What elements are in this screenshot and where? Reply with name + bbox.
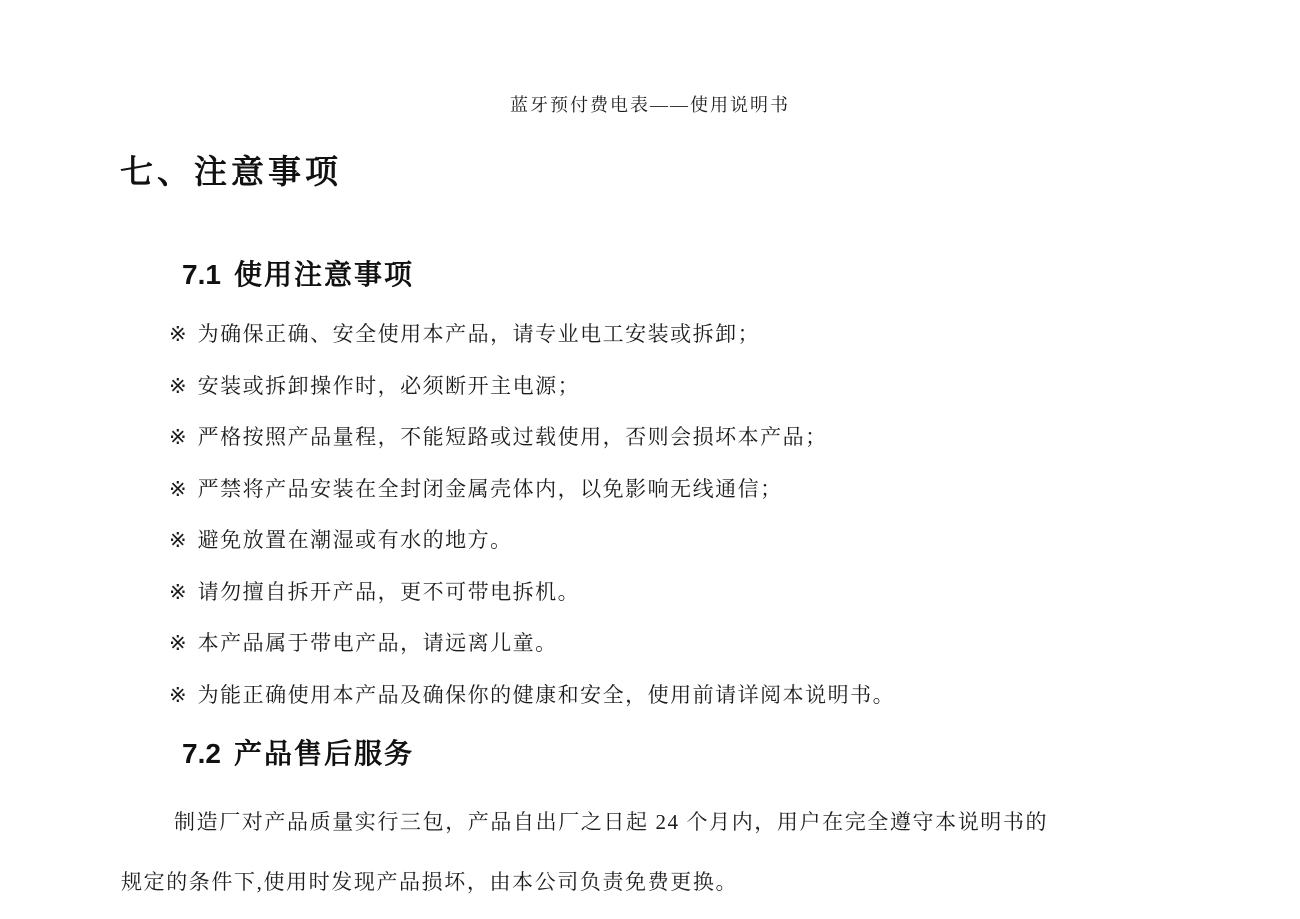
reference-mark: ※: [169, 425, 187, 449]
reference-mark: ※: [169, 476, 187, 501]
reference-mark: ※: [169, 682, 187, 707]
section-7-1-number: 7.1: [182, 259, 221, 290]
list-item-text: 严禁将产品安装在全封闭金属壳体内，以免影响无线通信；: [197, 476, 783, 501]
list-item: [169, 618, 1300, 670]
section-7-2-title: 产品售后服务: [233, 738, 414, 769]
reference-mark: ※: [169, 528, 187, 552]
list-item-text: 严格按照产品量程，不能短路或过载使用，否则会损坏本产品；: [197, 425, 828, 449]
list-item-text: 本产品属于带电产品，请远离儿童。: [197, 631, 558, 655]
reference-mark: ※: [169, 373, 187, 398]
paragraph-line: 规定的条件下,使用时发现产品损坏，由本公司负责免费更换。: [121, 870, 739, 894]
precautions-list: [169, 309, 1300, 721]
section-7-1-heading: [182, 253, 1300, 293]
list-item: [169, 515, 1300, 567]
reference-mark: ※: [169, 579, 187, 604]
chapter-title: 七、注意事项: [120, 153, 342, 190]
after-sales-paragraph: [121, 792, 1300, 912]
list-item: [169, 412, 1300, 464]
list-item: [169, 361, 1300, 413]
list-item-text: 为能正确使用本产品及确保你的健康和安全，使用前请详阅本说明书。: [197, 682, 896, 707]
paragraph-line: 制造厂对产品质量实行三包，产品自出厂之日起 24 个月内，用户在完全遵守本说明书的: [174, 810, 1049, 834]
document-header-title: 蓝牙预付费电表——使用说明书: [510, 95, 790, 115]
list-item: [169, 670, 1300, 722]
list-item-text: 为确保正确、安全使用本产品，请专业电工安装或拆卸；: [197, 322, 761, 346]
list-item-text: 请勿擅自拆开产品，更不可带电拆机。: [197, 579, 581, 604]
list-item: [169, 567, 1300, 619]
reference-mark: ※: [169, 631, 187, 655]
list-item: [169, 464, 1300, 516]
section-7-2-heading: [182, 732, 1300, 772]
list-item-text: 安装或拆卸操作时，必须断开主电源；: [197, 373, 581, 398]
list-item-text: 避免放置在潮湿或有水的地方。: [197, 528, 513, 552]
list-item: [169, 309, 1300, 361]
section-7-1-title: 使用注意事项: [233, 259, 414, 290]
reference-mark: ※: [169, 322, 187, 346]
section-7-2-number: 7.2: [182, 738, 221, 769]
